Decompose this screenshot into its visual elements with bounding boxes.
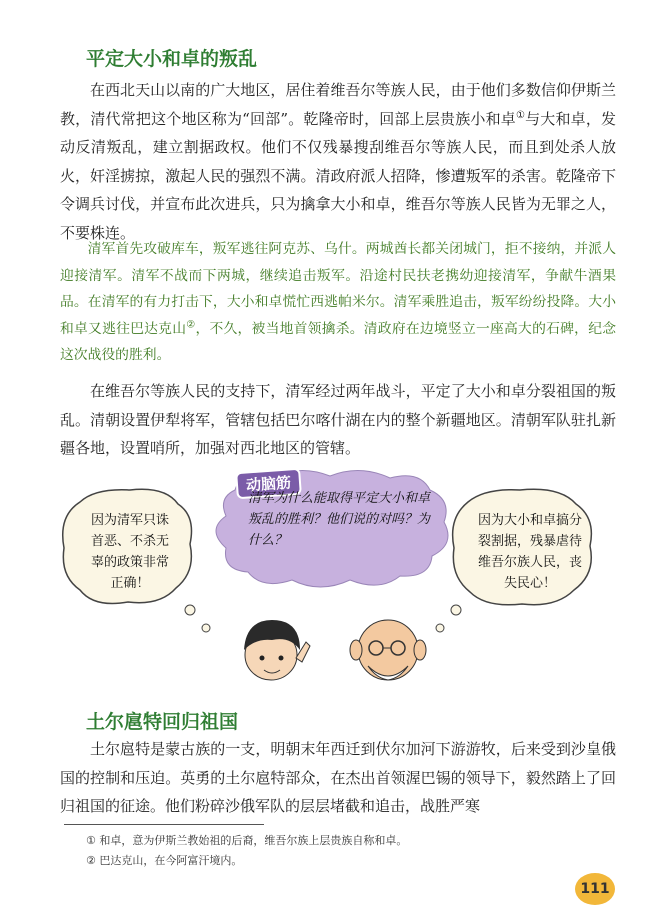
right-bubble-text: 因为大小和卓搞分裂割据，残暴虐待维吾尔族人民，丧失民心！ <box>477 513 582 591</box>
old-man-illustration <box>350 620 426 680</box>
section-heading-torghut: 土尔扈特回归祖国 <box>86 711 239 733</box>
footnote-ref-2: ② <box>186 318 196 330</box>
footnote-ref-1: ① <box>515 109 526 121</box>
section-heading-dali-hezhuo: 平定大小和卓的叛乱 <box>86 48 258 70</box>
activity-question: 清军为什么能取得平定大小和卓叛乱的胜利？他们说的对吗？为什么？ <box>248 491 431 548</box>
story-text-part1: 清军首先攻破库车，叛军逃往阿克苏、乌什。两城酋长都关闭城门，拒不接纳，并派人迎接清军。清军不战而下两城，继续追击叛军。沿途村民扶老携幼迎接清军，争献牛酒果品。在清军的有力打击下，大小和卓慌忙西逃帕米尔。清军乘胜追击，叛军纷纷投降。大小和卓又逃往巴达克山 <box>60 241 616 337</box>
page-number: 111 <box>575 873 615 905</box>
story-text-part2: ，不久，被当地首领擒杀。清政府在边境竖立一座高大的石碑，纪念这次战役的胜利。 <box>60 320 617 363</box>
paragraph-text-part1: 在西北天山以南的广大地区，居住着维吾尔等族人民，由于他们多数信仰伊斯兰教，清代常把这个地区称为“回部”。乾隆帝时，回部上层贵族小和卓 <box>60 81 616 128</box>
footnote-1: ① 和卓，意为伊斯兰教始祖的后裔，维吾尔族上层贵族自称和卓。 <box>86 834 408 847</box>
footnote-2: ② 巴达克山，在今阿富汗境内。 <box>86 854 243 867</box>
paragraph-hui-region <box>60 76 616 247</box>
paragraph-ili-general: 在维吾尔等族人民的支持下，清军经过两年战斗，平定了大小和卓分裂祖国的叛乱。清朝设置伊犁将军，管辖包括巴尔喀什湖在内的整个新疆地区。清朝军队驻扎新疆各地，设置哨所，加强对西北地区的管辖。 <box>60 382 616 457</box>
paragraph-torghut: 土尔扈特是蒙古族的一支，明朝末年西迁到伏尔加河下游游牧，后来受到沙皇俄国的控制和压迫。英勇的土尔扈特部众，在杰出首领渥巴锡的领导下，毅然踏上了回归祖国的征途。他们粉碎沙俄军队的层层堵截和追击，战胜严寒 <box>60 740 616 815</box>
story-paragraph-campaign <box>60 236 616 369</box>
paragraph-text-part2: 与大和卓，发动反清叛乱，建立割据政权。他们不仅残暴搜刮维吾尔等族人民，而且到处杀人放火，奸淫掳掠，激起人民的强烈不满。清政府派人招降，惨遭叛军的杀害。乾隆帝下令调兵讨伐，并宣布此次进兵，只为擒拿大小和卓，维吾尔等族人民皆为无罪之人，不要株连。 <box>60 109 616 242</box>
boy-illustration <box>244 620 310 680</box>
left-bubble-text: 因为清军只诛首恶、不杀无辜的政策非常正确！ <box>90 513 169 591</box>
activity-badge: 动脑筋 <box>235 468 302 499</box>
footnote-divider <box>64 824 264 825</box>
